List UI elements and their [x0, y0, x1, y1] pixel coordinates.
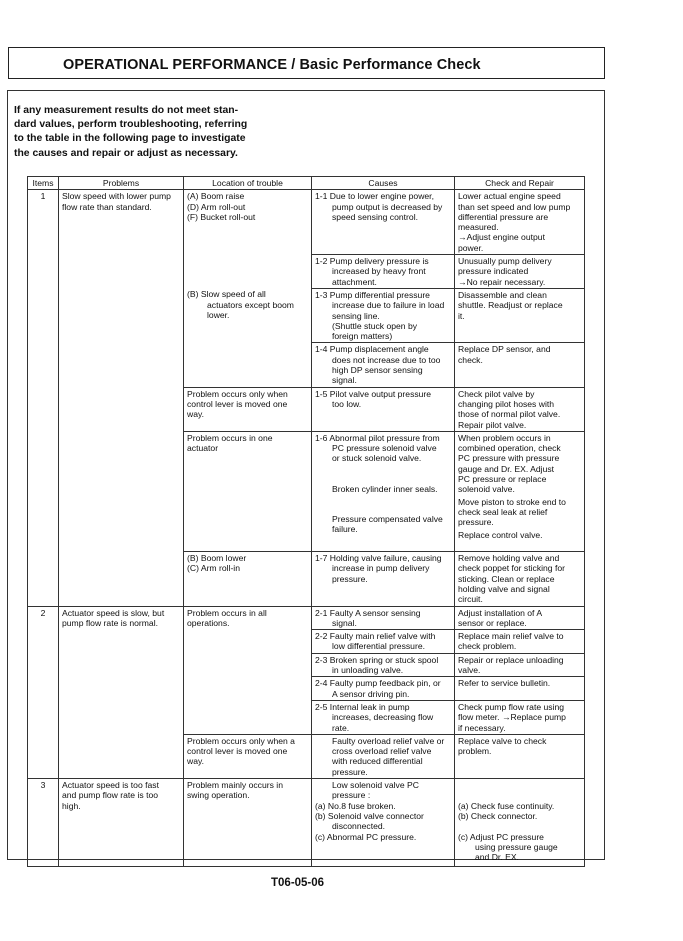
- item-number: 1: [28, 190, 59, 606]
- header-location: Location of trouble: [184, 177, 312, 190]
- header-check-repair: Check and Repair: [455, 177, 585, 190]
- intro-paragraph: [14, 104, 304, 161]
- repair-cell: (a) Check fuse continuity. (b) Check connector. (c) Adjust PC pressure using pressure gauge and Dr. EX.: [455, 779, 585, 867]
- cause-cell: 1-4 Pump displacement angle does not increase due to too high DP sensor sensing signal.: [312, 343, 455, 387]
- repair-cell: Replace main relief valve to check problem.: [455, 630, 585, 654]
- location-cell: (B) Slow speed of all actuators except boom lower.: [184, 288, 312, 387]
- page-number: T06-05-06: [271, 877, 325, 889]
- table-header-row: [28, 177, 585, 190]
- cause-cell: 2-1 Faulty A sensor sensing signal.: [312, 606, 455, 630]
- intro-line: If any measurement results do not meet stan-: [14, 105, 239, 116]
- location-cell: (B) Boom lower (C) Arm roll-in: [184, 552, 312, 606]
- repair-cell: Remove holding valve and check poppet for sticking for sticking. Clean or replace holding valve and signal circuit.: [455, 552, 585, 606]
- repair-cell: Replace valve to check problem.: [455, 734, 585, 778]
- repair-cell: Adjust installation of A sensor or replace.: [455, 606, 585, 630]
- location-cell: Problem occurs only when a control lever is moved one way.: [184, 734, 312, 778]
- cause-cell: 2-2 Faulty main relief valve with low differential pressure.: [312, 630, 455, 654]
- problem-cell: Actuator speed is slow, but pump flow rate is normal.: [59, 606, 184, 778]
- cause-cell: 1-7 Holding valve failure, causing increase in pump delivery pressure.: [312, 552, 455, 606]
- repair-cell: When problem occurs in combined operation, check PC pressure with pressure gauge and Dr. EX. Adjust PC pressure or replace solenoid valve.: [455, 431, 585, 495]
- repair-cell: Replace control valve.: [455, 529, 585, 552]
- location-cell: Problem occurs in one actuator: [184, 431, 312, 551]
- cause-cell: 1-6 Abnormal pilot pressure from PC pressure solenoid valve or stuck solenoid valve. Broken cylinder inner seals. Pressure compensated valve failure.: [312, 431, 455, 551]
- cause-cell: 2-3 Broken spring or stuck spool in unloading valve.: [312, 653, 455, 677]
- cause-cell: 1-2 Pump delivery pressure is increased by heavy front attachment.: [312, 255, 455, 289]
- table-row: [28, 606, 585, 630]
- location-cell: Problem mainly occurs in swing operation.: [184, 779, 312, 867]
- table-row: [28, 779, 585, 867]
- troubleshooting-table: [27, 176, 585, 867]
- cause-cell: Faulty overload relief valve or cross overload relief valve with reduced differential pressure.: [312, 734, 455, 778]
- cause-cell: 1-3 Pump differential pressure increase due to failure in load sensing line. (Shuttle stuck open by foreign matters): [312, 288, 455, 342]
- location-cell: Problem occurs in all operations.: [184, 606, 312, 734]
- intro-line: dard values, perform troubleshooting, referring: [14, 119, 248, 131]
- intro-line: to the table in the following page to investigate: [14, 133, 246, 145]
- cause-cell: Low solenoid valve PC pressure : (a) No.8 fuse broken. (b) Solenoid valve connector disconnected. (c) Abnormal PC pressure.: [312, 779, 455, 867]
- location-cell: Problem occurs only when control lever is moved one way.: [184, 387, 312, 431]
- repair-cell: Replace DP sensor, and check.: [455, 343, 585, 387]
- repair-cell: Move piston to stroke end to check seal leak at relief pressure.: [455, 496, 585, 529]
- table-row: [28, 190, 585, 255]
- cause-cell: 2-4 Faulty pump feedback pin, or A sensor driving pin.: [312, 677, 455, 701]
- item-number: 2: [28, 606, 59, 778]
- cause-cell: 1-1 Due to lower engine power, pump output is decreased by speed sensing control.: [312, 190, 455, 255]
- header-items: Items: [28, 177, 59, 190]
- location-cell: (A) Boom raise (D) Arm roll-out (F) Bucket roll-out: [184, 190, 312, 289]
- page-title: OPERATIONAL PERFORMANCE / Basic Performance Check: [63, 57, 481, 73]
- repair-cell: Refer to service bulletin.: [455, 677, 585, 701]
- cause-cell: 2-5 Internal leak in pump increases, decreasing flow rate.: [312, 700, 455, 734]
- repair-cell: Check pump flow rate using flow meter. →Replace pump if necessary.: [455, 700, 585, 734]
- intro-line: the causes and repair or adjust as necessary.: [14, 147, 238, 159]
- repair-cell: Repair or replace unloading valve.: [455, 653, 585, 677]
- repair-cell: Lower actual engine speed than set speed and low pump differential pressure are measured. →Adjust engine output power.: [455, 190, 585, 255]
- item-number: 3: [28, 779, 59, 867]
- problem-cell: Actuator speed is too fast and pump flow rate is too high.: [59, 779, 184, 867]
- repair-cell: Unusually pump delivery pressure indicated →No repair necessary.: [455, 255, 585, 289]
- repair-cell: Check pilot valve by changing pilot hoses with those of normal pilot valve. Repair pilot valve.: [455, 387, 585, 431]
- header-problems: Problems: [59, 177, 184, 190]
- problem-cell: Slow speed with lower pump flow rate than standard.: [59, 190, 184, 606]
- repair-cell: Disassemble and clean shuttle. Readjust or replace it.: [455, 288, 585, 342]
- header-causes: Causes: [312, 177, 455, 190]
- cause-cell: 1-5 Pilot valve output pressure too low.: [312, 387, 455, 431]
